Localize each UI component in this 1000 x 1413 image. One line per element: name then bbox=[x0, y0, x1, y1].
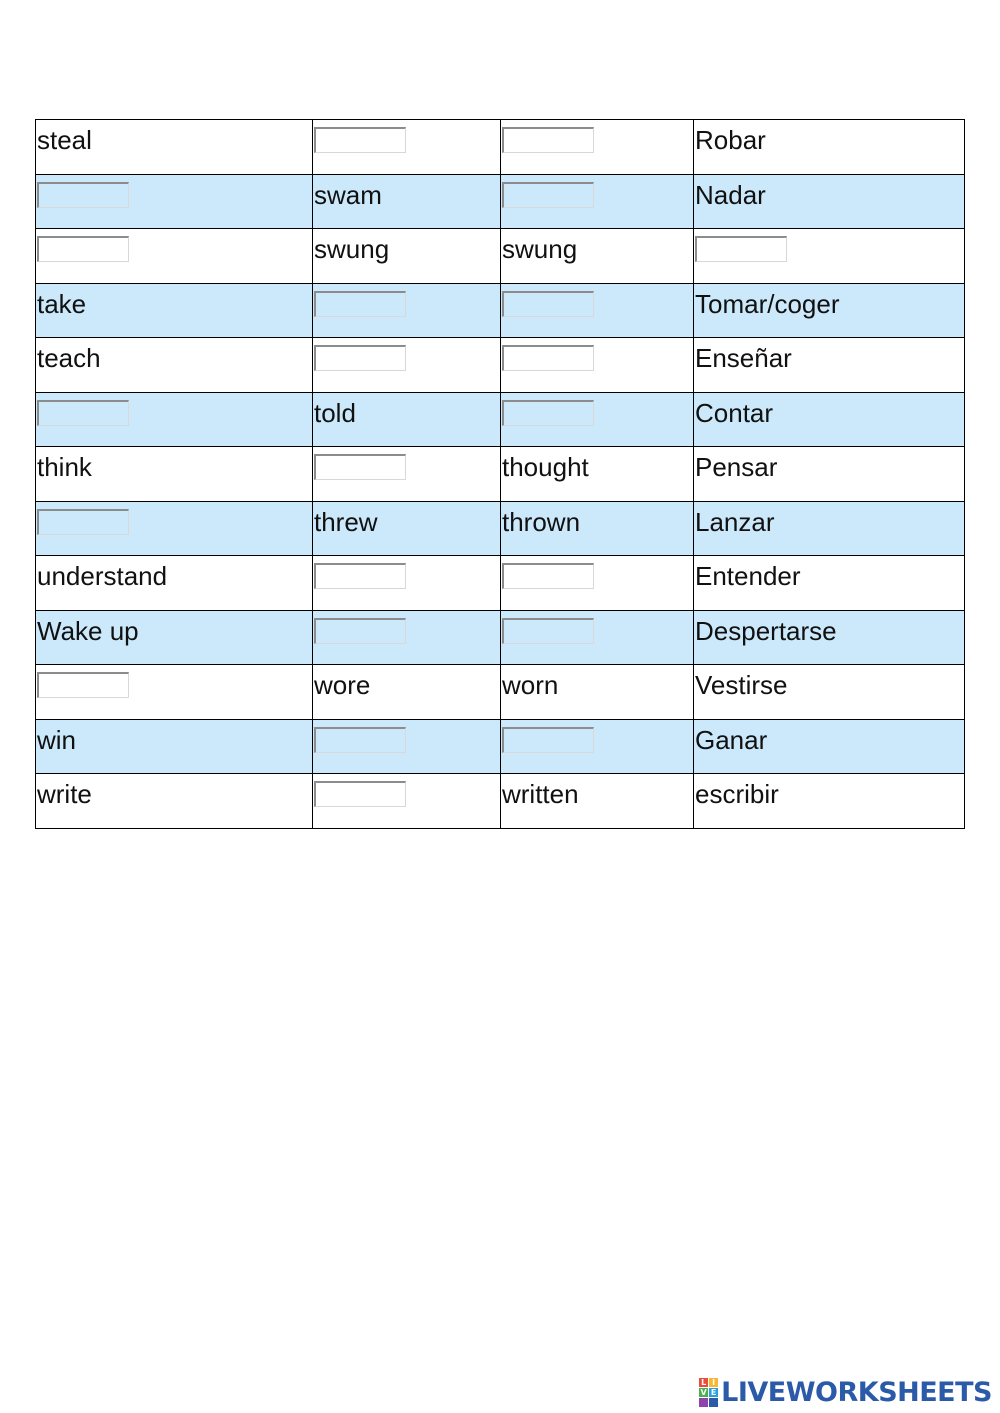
infinitive-answer-input[interactable] bbox=[37, 182, 129, 208]
past-participle-text: worn bbox=[502, 670, 559, 700]
spanish-cell bbox=[694, 229, 965, 284]
spanish-cell bbox=[694, 283, 965, 338]
past-participle-text: thrown bbox=[502, 506, 581, 537]
table-row bbox=[36, 120, 965, 175]
infinitive-answer-input[interactable] bbox=[37, 672, 129, 698]
past-participle-cell bbox=[501, 719, 694, 774]
table-row bbox=[36, 447, 965, 502]
infinitive-cell bbox=[36, 229, 313, 284]
past-simple-text: told bbox=[314, 397, 356, 428]
past-participle-answer-input[interactable] bbox=[502, 345, 594, 371]
past-participle-cell bbox=[501, 229, 694, 284]
past-simple-cell bbox=[313, 501, 501, 556]
spanish-text: Entender bbox=[695, 561, 801, 591]
past-participle-cell bbox=[501, 665, 694, 720]
infinitive-text: teach bbox=[37, 343, 101, 373]
infinitive-text: write bbox=[37, 779, 92, 809]
infinitive-text: win bbox=[37, 724, 77, 755]
past-participle-cell bbox=[501, 120, 694, 175]
infinitive-answer-input[interactable] bbox=[37, 236, 129, 262]
past-simple-cell bbox=[313, 283, 501, 338]
infinitive-answer-input[interactable] bbox=[37, 509, 129, 535]
past-simple-answer-input[interactable] bbox=[314, 454, 406, 480]
verb-worksheet bbox=[35, 119, 964, 829]
table-row bbox=[36, 283, 965, 338]
verbs-table-body bbox=[36, 120, 965, 829]
infinitive-text: Wake up bbox=[37, 615, 139, 646]
past-participle-answer-input[interactable] bbox=[502, 563, 594, 589]
infinitive-cell bbox=[36, 392, 313, 447]
past-participle-answer-input[interactable] bbox=[502, 727, 594, 753]
past-simple-text: swam bbox=[314, 179, 382, 210]
table-row bbox=[36, 338, 965, 393]
past-participle-cell bbox=[501, 174, 694, 229]
past-participle-cell bbox=[501, 610, 694, 665]
spanish-text: Tomar/coger bbox=[695, 288, 840, 319]
infinitive-cell bbox=[36, 665, 313, 720]
irregular-verbs-table bbox=[35, 119, 965, 829]
past-simple-cell bbox=[313, 719, 501, 774]
past-participle-text: written bbox=[502, 779, 579, 809]
spanish-cell bbox=[694, 665, 965, 720]
infinitive-cell bbox=[36, 719, 313, 774]
infinitive-cell bbox=[36, 556, 313, 611]
table-row bbox=[36, 556, 965, 611]
past-participle-cell bbox=[501, 392, 694, 447]
table-row bbox=[36, 229, 965, 284]
infinitive-cell bbox=[36, 610, 313, 665]
table-row bbox=[36, 665, 965, 720]
past-simple-cell bbox=[313, 338, 501, 393]
past-simple-cell bbox=[313, 392, 501, 447]
past-simple-cell bbox=[313, 610, 501, 665]
past-participle-cell bbox=[501, 556, 694, 611]
past-participle-answer-input[interactable] bbox=[502, 291, 594, 317]
past-simple-cell bbox=[313, 120, 501, 175]
spanish-text: Enseñar bbox=[695, 343, 792, 373]
past-participle-text: swung bbox=[502, 234, 578, 264]
infinitive-answer-input[interactable] bbox=[37, 400, 129, 426]
infinitive-text: think bbox=[37, 452, 92, 482]
liveworksheets-brand bbox=[699, 1375, 992, 1409]
live-worksheets-logo-icon: L I V E bbox=[699, 1378, 718, 1407]
past-simple-cell bbox=[313, 174, 501, 229]
spanish-cell bbox=[694, 120, 965, 175]
infinitive-cell bbox=[36, 338, 313, 393]
past-simple-cell bbox=[313, 665, 501, 720]
past-simple-text: wore bbox=[314, 670, 371, 700]
past-simple-answer-input[interactable] bbox=[314, 127, 406, 153]
past-participle-cell bbox=[501, 283, 694, 338]
infinitive-cell bbox=[36, 120, 313, 175]
infinitive-text: understand bbox=[37, 561, 168, 591]
past-simple-answer-input[interactable] bbox=[314, 345, 406, 371]
spanish-text: Pensar bbox=[695, 452, 778, 482]
past-participle-answer-input[interactable] bbox=[502, 400, 594, 426]
spanish-text: Vestirse bbox=[695, 670, 788, 700]
spanish-text: Nadar bbox=[695, 179, 766, 210]
past-participle-text: thought bbox=[502, 452, 589, 482]
past-participle-answer-input[interactable] bbox=[502, 127, 594, 153]
past-simple-cell bbox=[313, 556, 501, 611]
past-simple-cell bbox=[313, 229, 501, 284]
spanish-cell bbox=[694, 774, 965, 829]
spanish-cell bbox=[694, 338, 965, 393]
past-simple-cell bbox=[313, 447, 501, 502]
spanish-cell bbox=[694, 501, 965, 556]
infinitive-text: steal bbox=[37, 125, 92, 155]
table-row bbox=[36, 610, 965, 665]
spanish-cell bbox=[694, 556, 965, 611]
table-row bbox=[36, 719, 965, 774]
spanish-cell bbox=[694, 610, 965, 665]
infinitive-cell bbox=[36, 174, 313, 229]
past-participle-answer-input[interactable] bbox=[502, 618, 594, 644]
infinitive-cell bbox=[36, 501, 313, 556]
brand-name: LIVEWORKSHEETS bbox=[721, 1376, 992, 1408]
spanish-text: Robar bbox=[695, 125, 766, 155]
table-row bbox=[36, 174, 965, 229]
infinitive-cell bbox=[36, 447, 313, 502]
spanish-text: Despertarse bbox=[695, 615, 837, 646]
past-participle-answer-input[interactable] bbox=[502, 182, 594, 208]
spanish-text: Lanzar bbox=[695, 506, 775, 537]
spanish-text: Contar bbox=[695, 397, 774, 428]
past-simple-answer-input[interactable] bbox=[314, 618, 406, 644]
infinitive-cell bbox=[36, 774, 313, 829]
past-simple-answer-input[interactable] bbox=[314, 781, 406, 807]
past-simple-text: swung bbox=[314, 234, 390, 264]
spanish-text: Ganar bbox=[695, 724, 768, 755]
spanish-cell bbox=[694, 447, 965, 502]
past-simple-cell bbox=[313, 774, 501, 829]
spanish-cell bbox=[694, 719, 965, 774]
spanish-answer-input[interactable] bbox=[695, 236, 787, 262]
table-row bbox=[36, 774, 965, 829]
table-row bbox=[36, 501, 965, 556]
past-participle-cell bbox=[501, 447, 694, 502]
past-participle-cell bbox=[501, 501, 694, 556]
past-simple-text: threw bbox=[314, 506, 378, 537]
past-simple-answer-input[interactable] bbox=[314, 563, 406, 589]
table-row bbox=[36, 392, 965, 447]
infinitive-text: take bbox=[37, 288, 87, 319]
spanish-cell bbox=[694, 174, 965, 229]
past-participle-cell bbox=[501, 774, 694, 829]
past-simple-answer-input[interactable] bbox=[314, 291, 406, 317]
spanish-cell bbox=[694, 392, 965, 447]
past-simple-answer-input[interactable] bbox=[314, 727, 406, 753]
past-participle-cell bbox=[501, 338, 694, 393]
spanish-text: escribir bbox=[695, 779, 779, 809]
infinitive-cell bbox=[36, 283, 313, 338]
